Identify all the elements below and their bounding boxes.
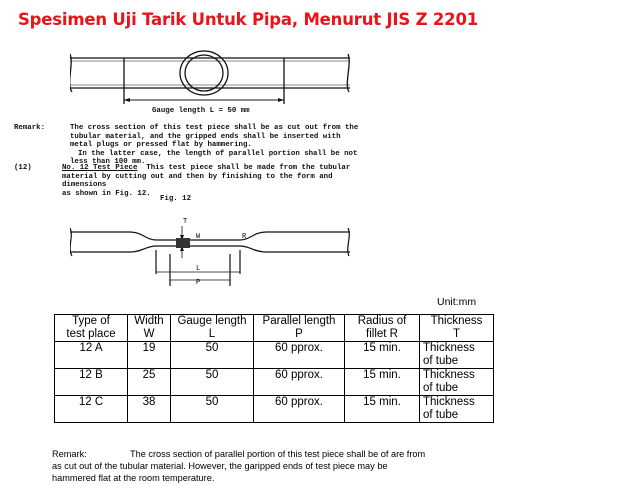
scan-remark-line: tubular material, and the gripped ends shall be inserted with [70,132,341,141]
remark-block [52,448,472,484]
header-parallel-length: Parallel length P [254,315,345,342]
table-row [55,396,494,423]
mark-p: P [196,279,201,286]
cell-radius: 15 min. [345,342,420,369]
cell-gauge: 50 [171,342,254,369]
cell-type: 12 B [55,369,128,396]
scan-remark-line: The cross section of this test piece shall be as cut out from the [70,124,359,132]
item-number: (12) [14,164,32,172]
cell-radius: 15 min. [345,396,420,423]
header-radius: Radius of fillet R [345,315,420,342]
item-heading: No. 12 Test Piece [62,164,138,172]
scan-remark-text [70,124,358,167]
cell-type: 12 C [55,396,128,423]
header-type: Type of test place [55,315,128,342]
gauge-length-caption: Gauge length L = 50 mm [152,107,250,115]
cell-width: 38 [128,396,171,423]
cell-thickness: Thickness of tube [420,396,494,423]
mark-l: L [196,265,201,273]
mark-w: W [196,233,201,241]
cell-width: 19 [128,342,171,369]
mark-t: T [183,218,188,226]
cell-gauge: 50 [171,396,254,423]
table-row [55,342,494,369]
header-thickness: Thickness T [420,315,494,342]
cell-gauge: 50 [171,369,254,396]
cell-width: 25 [128,369,171,396]
unit-label: Unit:mm [437,296,477,308]
scan-remark-label: Remark: [14,124,46,132]
header-width: Width W [128,315,171,342]
table-row [55,369,494,396]
item-line: This test piece shall be made from the tubular [146,164,351,172]
scan-remark-line: In the latter case, the length of parallel portion shall be not [78,149,358,158]
mark-r: R [242,233,247,241]
header-gauge-length: Gauge length L [171,315,254,342]
remark-line: as cut out of the tubular material. However, the garipped ends of test piece may be [52,461,388,471]
page-title: Spesimen Uji Tarik Untuk Pipa, Menurut JIS Z 2201 [18,10,479,29]
cell-parallel: 60 pprox. [254,369,345,396]
cell-parallel: 60 pprox. [254,342,345,369]
table-header-row [55,315,494,342]
cell-thickness: Thickness of tube [420,369,494,396]
scan-remark-line: metal plugs or pressed flat by hammering. [70,141,252,150]
remark-line: The cross section of parallel portion of this test piece shall be of are from [130,449,426,459]
scan-remark-line: less than 100 mm. [70,158,146,167]
cell-type: 12 A [55,342,128,369]
remark-line: hammered flat at the room temperature. [52,473,215,483]
specimen-table [54,314,494,423]
cell-thickness: Thickness of tube [420,342,494,369]
item-line: as shown in Fig. 12. [62,189,151,198]
cell-radius: 15 min. [345,369,420,396]
pipe-specimen-figure [70,44,350,104]
figure-label: Fig. 12 [160,195,192,203]
test-piece-12-figure [70,214,350,286]
item-text [62,164,372,198]
remark-label: Remark: [52,449,87,459]
item-line: material by cutting out and then by finishing to the form and dimensions [62,172,333,190]
cell-parallel: 60 pprox. [254,396,345,423]
